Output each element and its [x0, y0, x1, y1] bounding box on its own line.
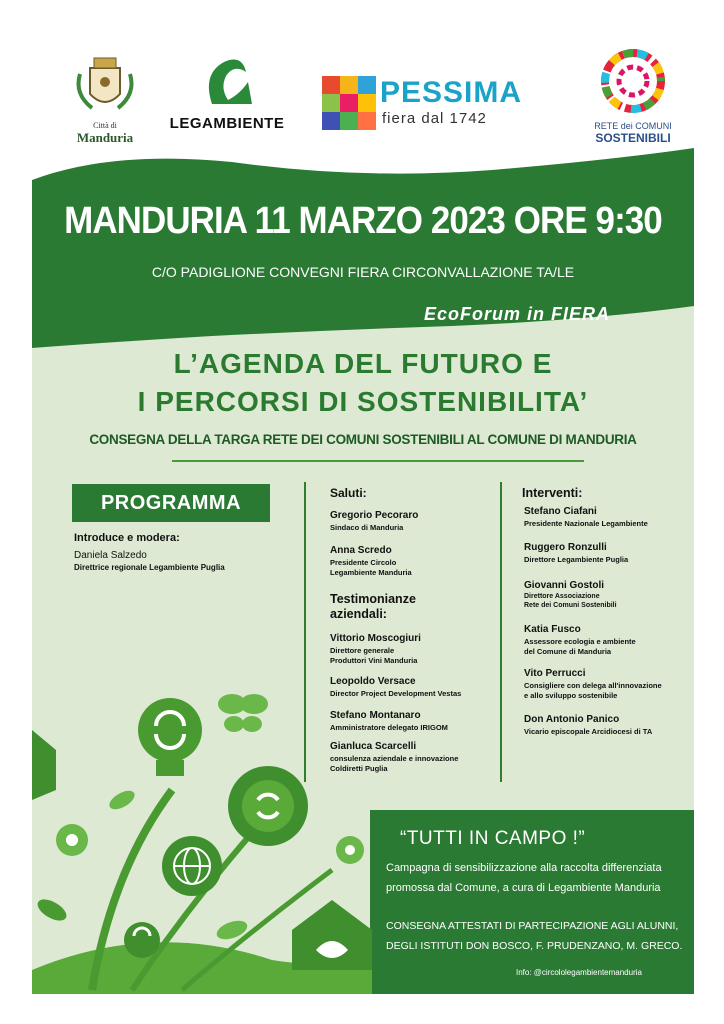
- saluti-person-name: Anna Scredo: [330, 545, 392, 556]
- sun-gear-icon: [228, 766, 308, 846]
- testimonianze-person-name: Stefano Montanaro: [330, 710, 421, 721]
- interventi-heading: Interventi:: [522, 486, 583, 500]
- consegna-line2: DEGLI ISTITUTI DON BOSCO, F. PRUDENZANO, M. GRECO.: [386, 940, 683, 952]
- saluti-person-role: Sindaco di Manduria: [330, 523, 404, 532]
- saluti-heading: Saluti:: [330, 486, 367, 500]
- testimonianze-person-role: Produttori Vini Manduria: [330, 656, 418, 665]
- campaign-desc-line2: promossa dal Comune, a cura di Legambiente Manduria: [386, 882, 661, 894]
- testimonianze-person-role: consulenza aziendale e innovazione: [330, 754, 459, 763]
- column-divider-2: [500, 482, 502, 782]
- poster: [32, 30, 694, 994]
- testimonianze-person-name: Gianluca Scarcelli: [330, 741, 417, 752]
- intro-label: Introduce e modera:: [74, 532, 180, 544]
- title-line1: L’AGENDA DEL FUTURO E: [173, 348, 553, 379]
- interventi-person-name: Ruggero Ronzulli: [524, 542, 607, 553]
- recycle-bin-icon: [32, 730, 56, 800]
- interventi-person-name: Katia Fusco: [524, 624, 581, 635]
- testimonianze-person-role: Amministratore delegato IRIGOM: [330, 723, 448, 732]
- interventi-person-role: Direttore Associazione: [524, 593, 600, 600]
- flower-center-icon: [345, 845, 355, 855]
- testimonianze-person-role: Direttore generale: [330, 646, 395, 655]
- moderator-role: Direttrice regionale Legambiente Puglia: [74, 563, 225, 572]
- leaf-icon: [34, 895, 70, 925]
- manduria-logo-line1: Città di: [93, 121, 117, 130]
- title-divider: [172, 460, 584, 462]
- interventi-person-role: del Comune di Manduria: [524, 647, 612, 656]
- info-contact: Info: @circololegambientemanduria: [516, 968, 642, 977]
- testimonianze-person-role: Coldiretti Puglia: [330, 764, 388, 773]
- saluti-person-role: Presidente Circolo: [330, 558, 397, 567]
- title-line2: I PERCORSI DI SOSTENIBILITA’: [137, 386, 589, 417]
- testimonianze-person-role: Director Project Development Vestas: [330, 689, 462, 698]
- interventi-person-role: Rete dei Comuni Sostenibili: [524, 602, 617, 609]
- manduria-logo-line2: Manduria: [76, 130, 134, 145]
- programma-box: [72, 484, 270, 522]
- interventi-person-role: Vicario episcopale Arcidiocesi di TA: [524, 727, 653, 736]
- moderator-name: Daniela Salzedo: [74, 550, 147, 561]
- lightbulb-recycle-icon: [138, 698, 202, 776]
- interventi-person-name: Vito Perrucci: [524, 668, 586, 679]
- legambiente-logo-text: LEGAMBIENTE: [169, 115, 285, 132]
- interventi-person-role: Presidente Nazionale Legambiente: [524, 519, 648, 528]
- rete-logo-line1: RETE dei COMUNI: [594, 121, 672, 131]
- testimonianze-heading: Testimonianze: [330, 592, 416, 606]
- ecoforum-label: EcoForum in FIERA: [423, 304, 610, 324]
- testimonianze-person-name: Leopoldo Versace: [330, 676, 416, 687]
- testimonianze-heading: aziendali:: [330, 607, 387, 621]
- leaf-icon: [106, 787, 137, 813]
- interventi-person-role: Direttore Legambiente Puglia: [524, 555, 629, 564]
- campaign-box: [370, 810, 694, 994]
- programma-label: PROGRAMMA: [100, 492, 242, 514]
- title-subtitle: CONSEGNA DELLA TARGA RETE DEI COMUNI SOSTENIBILI AL COMUNE DI MANDURIA: [89, 432, 637, 447]
- eco-plants-illustration: [32, 670, 372, 994]
- campaign-desc-line1: Campagna di sensibilizzazione alla raccolta differenziata: [386, 862, 662, 874]
- pessima-logo-sub: fiera dal 1742: [382, 110, 487, 127]
- flower-center-icon: [66, 834, 78, 846]
- saluti-person-role: Legambiente Manduria: [330, 568, 412, 577]
- interventi-person-role: e allo sviluppo sostenibile: [524, 691, 618, 700]
- saluti-person-name: Gregorio Pecoraro: [330, 510, 419, 521]
- testimonianze-person-name: Vittorio Moscogiuri: [330, 633, 421, 644]
- event-date-line: MANDURIA 11 MARZO 2023 ORE 9:30: [64, 200, 662, 242]
- rete-logo-line2: SOSTENIBILI: [595, 131, 671, 145]
- interventi-person-name: Giovanni Gostoli: [524, 580, 605, 591]
- interventi-person-role: Assessore ecologia e ambiente: [524, 637, 636, 646]
- consegna-line1: CONSEGNA ATTESTATI DI PARTECIPAZIONE AGLI ALUNNI,: [386, 920, 679, 932]
- interventi-person-role: Consigliere con delega all'innovazione: [524, 681, 662, 690]
- interventi-person-name: Don Antonio Panico: [524, 714, 620, 725]
- globe-icon: [162, 836, 222, 896]
- butterfly-icon: [218, 694, 268, 732]
- eco-house-icon: [292, 900, 372, 970]
- campaign-title: “TUTTI IN CAMPO !”: [400, 828, 586, 849]
- interventi-person-name: Stefano Ciafani: [524, 506, 597, 517]
- event-venue: C/O PADIGLIONE CONVEGNI FIERA CIRCONVALLAZIONE TA/LE: [151, 264, 575, 280]
- pessima-logo-title: PESSIMA: [380, 76, 523, 109]
